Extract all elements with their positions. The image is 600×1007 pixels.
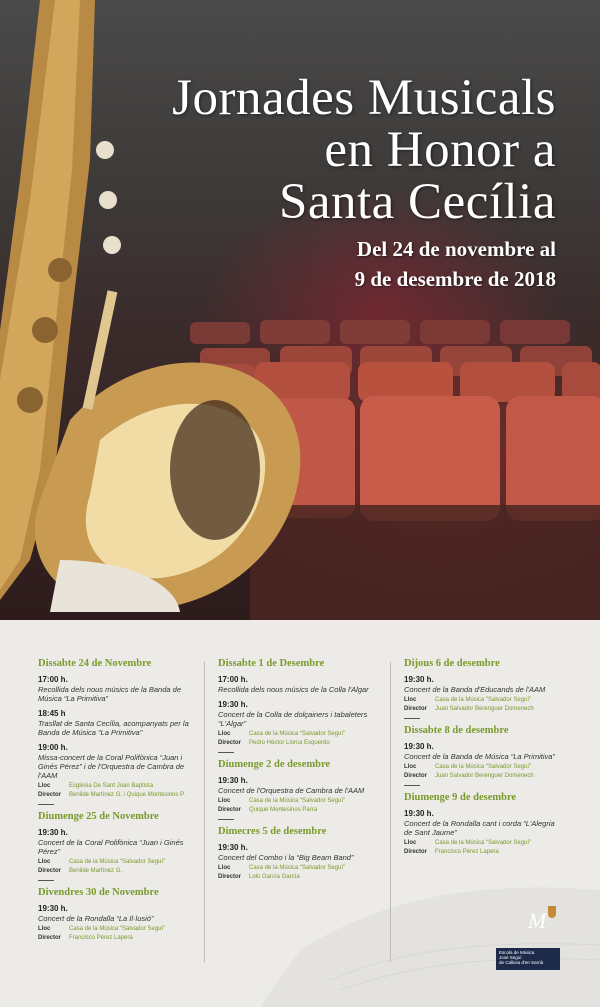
separator: [218, 819, 234, 820]
director-row: [218, 740, 378, 746]
director-row: [38, 935, 193, 941]
event-description: Trasllat de Santa Cecília, acompanyats per la Banda de Música “La Primitiva”: [38, 719, 189, 737]
director-row: [38, 792, 193, 798]
event-time: 17:00 h.: [218, 675, 248, 684]
day-heading: Diumenge 25 de Novembre: [38, 811, 159, 822]
venue-row: [404, 764, 564, 770]
separator: [218, 752, 234, 753]
day-heading: Dissabte 24 de Novembre: [38, 658, 152, 669]
director-label: Director: [218, 740, 242, 746]
venue-row: [38, 926, 193, 932]
director-row: [38, 868, 193, 874]
date-line-2: 9 de desembre de 2018: [354, 267, 556, 291]
title-line-2: en Honor a: [324, 122, 556, 178]
day-heading: Divendres 30 de Novembre: [38, 887, 159, 898]
venue-label: Lloc: [38, 783, 51, 789]
separator: [404, 785, 420, 786]
venue-value: Casa de la Música “Salvador Seguí”: [249, 798, 346, 804]
director-row: [404, 773, 564, 779]
venue-label: Lloc: [404, 840, 417, 846]
director-label: Director: [218, 874, 242, 880]
day-heading: Dissabte 8 de desembre: [404, 725, 509, 736]
date-line-1: Del 24 de novembre al: [356, 237, 556, 261]
venue-value: Casa de la Música “Salvador Seguí”: [435, 840, 532, 846]
director-label: Director: [404, 773, 428, 779]
director-row: [218, 807, 378, 813]
director-value: Francisco Pérez Lapera: [69, 935, 133, 941]
venue-row: [404, 840, 564, 846]
venue-label: Lloc: [404, 764, 417, 770]
event-description: Recollida dels nous músics de la Colla l'Algar: [218, 685, 369, 694]
music-logo: M: [528, 908, 547, 933]
event-time: 19:30 h.: [218, 843, 248, 852]
director-value: Juan Salvador Berenguer Domenech: [435, 706, 534, 712]
day-block: [404, 658, 564, 719]
director-value: Pedro Héctor Llorca Esquerdo: [249, 740, 330, 746]
day-block: [404, 792, 564, 855]
event-time: 19:30 h.: [38, 828, 68, 837]
director-label: Director: [404, 706, 428, 712]
day-block: [218, 826, 378, 880]
venue-row: [404, 697, 564, 703]
venue-value: Esglèsia De Sant Joan Baptista: [69, 783, 154, 789]
director-value: Benilde Martínez G. i Quique Montesinos P.: [69, 792, 185, 798]
school-logo: [496, 948, 560, 970]
event-time: 19:30 h.: [218, 776, 248, 785]
venue-label: Lloc: [218, 798, 231, 804]
school-line-1: Escola de Música: [499, 950, 535, 955]
title-line-3: Santa Cecília: [279, 174, 556, 230]
programme-column-3: [404, 658, 564, 861]
venue-label: Lloc: [38, 926, 51, 932]
director-value: Francisco Pérez Lapera: [435, 849, 499, 855]
director-row: [404, 706, 564, 712]
event-description: Concert del Combo i la “Big Beam Band”: [218, 853, 354, 862]
separator: [404, 718, 420, 719]
school-line-2: José Seguí: [499, 955, 522, 960]
title-line-1: Jornades Musicals: [172, 70, 556, 126]
director-value: Quique Montesinos Parra: [249, 807, 318, 813]
event-description: Concert de la Banda de Música “La Primitiva”: [404, 752, 555, 761]
poster-title: [172, 72, 556, 228]
venue-value: Casa de la Música “Salvador Seguí”: [69, 859, 166, 865]
day-heading: Dimecres 5 de desembre: [218, 826, 327, 837]
event-time: 18:45 h: [38, 709, 66, 718]
event-description: Concert de la Rondalla cant i corda “L'Alegria de Sant Jaume”: [404, 819, 555, 837]
venue-row: [218, 865, 378, 871]
event-time: 19:00 h.: [38, 743, 68, 752]
event-time: 17:00 h.: [38, 675, 68, 684]
venue-row: [38, 859, 193, 865]
director-value: Juan Salvador Berenguer Domenech: [435, 773, 534, 779]
day-heading: Dissabte 1 de Desembre: [218, 658, 325, 669]
day-block: [38, 887, 193, 941]
venue-value: Casa de la Música “Salvador Seguí”: [249, 865, 346, 871]
director-row: [218, 874, 378, 880]
director-label: Director: [218, 807, 242, 813]
event-description: Concert de la Rondalla “La Il·lusió”: [38, 914, 154, 923]
director-label: Director: [38, 935, 62, 941]
venue-row: [38, 783, 193, 789]
date-range: [355, 234, 556, 294]
venue-label: Lloc: [218, 731, 231, 737]
programme-column-2: [218, 658, 378, 886]
event-time: 19:30 h.: [404, 809, 434, 818]
director-row: [404, 849, 564, 855]
venue-row: [218, 731, 378, 737]
event-time: 19:30 h.: [218, 700, 248, 709]
director-label: Director: [38, 868, 62, 874]
event-description: Missa-concert de la Coral Polifònica “Juan i Ginés Pérez” i de l'Orquestra de Cambra de l'AAM: [38, 753, 185, 780]
director-value: Lolo García García: [249, 874, 300, 880]
programme-column-1: [38, 658, 193, 947]
day-heading: Diumenge 9 de desembre: [404, 792, 517, 803]
separator: [38, 804, 54, 805]
school-line-3: de Callosa d'en Sarrià: [499, 960, 544, 965]
event-description: Concert de la Colla de dolçainers i tabaleters “L'Algar”: [218, 710, 368, 728]
day-block: [218, 759, 378, 820]
event-description: Concert de la Coral Polifònica “Juan i Ginés Pérez”: [38, 838, 184, 856]
day-block: [38, 811, 193, 881]
venue-value: Casa de la Música “Salvador Seguí”: [69, 926, 166, 932]
day-block: [38, 658, 193, 805]
venue-label: Lloc: [404, 697, 417, 703]
event-time: 19:30 h.: [38, 904, 68, 913]
director-label: Director: [404, 849, 428, 855]
venue-row: [218, 798, 378, 804]
column-divider: [204, 662, 205, 962]
day-block: [218, 658, 378, 753]
town-crest-icon: [548, 906, 556, 918]
venue-label: Lloc: [218, 865, 231, 871]
director-label: Director: [38, 792, 62, 798]
column-divider: [390, 662, 391, 962]
separator: [38, 880, 54, 881]
director-value: Benilde Martínez G.: [69, 868, 123, 874]
event-time: 19:30 h.: [404, 742, 434, 751]
event-description: Concert de la Banda d'Educands de l'AAM: [404, 685, 546, 694]
event-description: Concert de l'Orquestra de Cambra de l'AAM: [218, 786, 365, 795]
venue-value: Casa de la Música “Salvador Seguí”: [249, 731, 346, 737]
event-time: 19:30 h.: [404, 675, 434, 684]
venue-value: Casa de la Música “Salvador Seguí”: [435, 764, 532, 770]
day-heading: Dijous 6 de desembre: [404, 658, 500, 669]
venue-label: Lloc: [38, 859, 51, 865]
event-description: Recollida dels nous músics de la Banda de Música “La Primitiva”: [38, 685, 182, 703]
venue-value: Casa de la Música “Salvador Seguí”: [435, 697, 532, 703]
day-block: [404, 725, 564, 786]
day-heading: Diumenge 2 de desembre: [218, 759, 331, 770]
